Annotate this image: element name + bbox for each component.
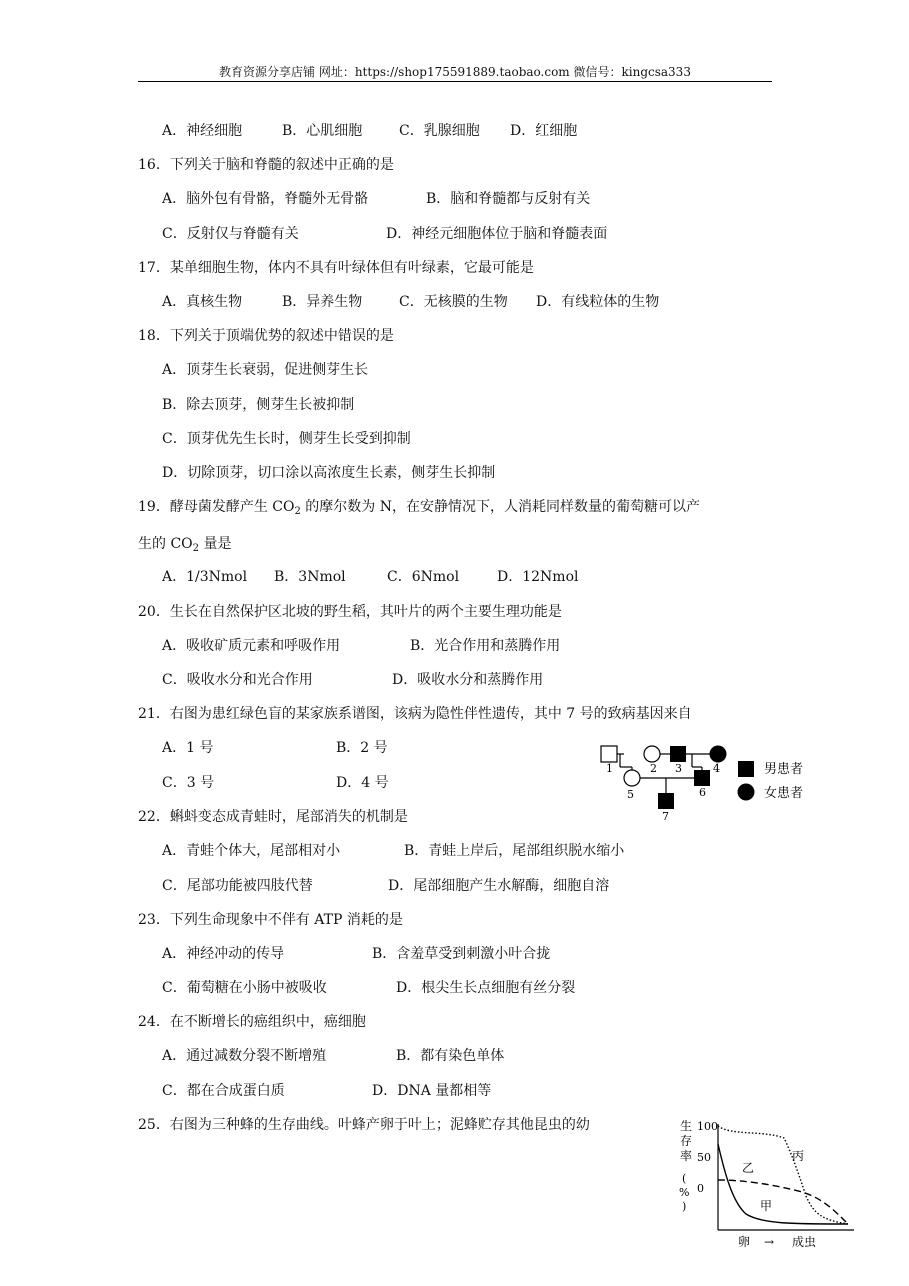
curve-label-jia: 甲	[760, 1199, 773, 1213]
q22-option-a: A．青蛙个体大，尾部相对小	[162, 843, 341, 859]
q19-stem-line1	[138, 498, 700, 516]
q16-stem: 16．下列关于脑和脊髓的叙述中正确的是	[138, 157, 394, 173]
q24-stem: 24．在不断增长的癌组织中，癌细胞	[138, 1014, 366, 1030]
pedigree-label-4: 4	[713, 762, 720, 775]
q24-option-d: D．DNA 量都相等	[372, 1083, 492, 1099]
q21-option-b: B．2 号	[336, 740, 388, 756]
x-label-arrow: →	[764, 1235, 775, 1249]
q19-stem-text: 的摩尔数为 N，在安静情况下，人消耗同样数量的葡萄糖可以产	[300, 499, 700, 515]
q17-option-d: D．有线粒体的生物	[536, 294, 660, 310]
q17-option-a: A．真核生物	[162, 294, 243, 310]
q19-option-d: D．12Nmol	[497, 569, 579, 585]
q19-option-a: A．1/3Nmol	[162, 569, 248, 585]
q19-stem-line2	[138, 535, 231, 553]
legend-male-swatch	[738, 761, 754, 777]
y-tick-label: 0	[697, 1182, 704, 1195]
q15-option-d: D．红细胞	[510, 123, 578, 139]
pedigree-label-3: 3	[675, 762, 682, 775]
q16-option-b: B．脑和脊髓都与反射有关	[426, 191, 591, 207]
q19-subscript: 2	[192, 543, 200, 554]
legend-female-swatch	[738, 784, 755, 801]
x-label-end: 成虫	[792, 1235, 817, 1249]
y-label-char: 率	[680, 1149, 693, 1163]
q20-option-b: B．光合作用和蒸腾作用	[410, 638, 561, 654]
q23-option-b: B．含羞草受到刺激小叶合拢	[372, 946, 551, 962]
q23-option-c: C．葡萄糖在小肠中被吸收	[162, 980, 327, 996]
header-divider	[138, 81, 772, 82]
q20-option-d: D．吸收水分和蒸腾作用	[392, 672, 544, 688]
q20-option-a: A．吸收矿质元素和呼吸作用	[162, 638, 341, 654]
curve-bing	[718, 1126, 848, 1224]
q16-option-d: D．神经元细胞体位于脑和脊髓表面	[386, 226, 608, 242]
q21-option-d: D．4 号	[336, 775, 389, 791]
q23-option-d: D．根尖生长点细胞有丝分裂	[396, 980, 576, 996]
curve-label-bing: 丙	[792, 1149, 805, 1163]
pedigree-label-1: 1	[606, 762, 613, 775]
q23-option-a: A．神经冲动的传导	[162, 946, 285, 962]
y-label-char: 生	[680, 1119, 693, 1133]
pedigree-affected-female-4	[710, 746, 727, 763]
q20-stem: 20．生长在自然保护区北坡的野生稻，其叶片的两个主要生理功能是	[138, 604, 562, 620]
curve-label-yi: 乙	[742, 1161, 755, 1175]
q19-option-c: C．6Nmol	[387, 569, 460, 585]
q16-option-c: C．反射仅与脊髓有关	[162, 226, 299, 242]
q18-option-d: D．切除顶芽，切口涂以高浓度生长素，侧芽生长抑制	[162, 465, 496, 481]
pedigree-female-2	[644, 746, 660, 762]
legend-male-label: 男患者	[764, 762, 804, 777]
q18-option-a: A．顶芽生长衰弱，促进侧芽生长	[162, 362, 369, 378]
pedigree-affected-male-6	[694, 770, 710, 786]
q25-stem: 25．右图为三种蜂的生存曲线。叶蜂产卵于叶上；泥蜂贮存其他昆虫的幼	[138, 1117, 590, 1133]
q15-option-c: C．乳腺细胞	[399, 123, 480, 139]
x-label-start: 卵	[738, 1235, 751, 1249]
q17-option-b: B．异养生物	[282, 294, 363, 310]
pedigree-label-2: 2	[650, 762, 657, 775]
q19-stem-text: 生的 CO	[138, 536, 193, 552]
pedigree-affected-male-7	[658, 793, 674, 809]
q18-stem: 18．下列关于顶端优势的叙述中错误的是	[138, 328, 394, 344]
y-unit-char: %	[679, 1186, 690, 1199]
q21-stem: 21．右图为患红绿色盲的某家族系谱图，该病为隐性伴性遗传，其中 7 号的致病基因来自	[138, 706, 692, 722]
y-unit-char: )	[682, 1200, 687, 1213]
q18-option-c: C．顶芽优先生长时，侧芽生长受到抑制	[162, 431, 411, 447]
q22-option-c: C．尾部功能被四肢代替	[162, 878, 313, 894]
y-unit-char: (	[682, 1172, 687, 1185]
curve-jia	[718, 1144, 848, 1224]
pedigree-label-5: 5	[627, 788, 634, 801]
q18-option-b: B．除去顶芽，侧芽生长被抑制	[162, 397, 355, 413]
y-tick-label: 100	[697, 1120, 718, 1133]
q20-option-c: C．吸收水分和光合作用	[162, 672, 313, 688]
q19-stem-text: 19．酵母菌发酵产生 CO	[138, 499, 295, 515]
page-header: 教育资源分享店铺 网址：https://shop175591889.taobao.com 微信号：kingcsa333	[219, 65, 691, 79]
y-tick-label: 50	[697, 1151, 711, 1164]
q19-stem-text: 量是	[199, 536, 232, 552]
q23-stem: 23．下列生命现象中不伴有 ATP 消耗的是	[138, 912, 403, 928]
pedigree-male-1	[601, 746, 617, 762]
y-label-char: 存	[680, 1134, 693, 1148]
q16-option-a: A．脑外包有骨骼，脊髓外无骨骼	[162, 191, 369, 207]
q15-option-b: B．心肌细胞	[282, 123, 363, 139]
q24-option-b: B．都有染色单体	[396, 1048, 505, 1064]
pedigree-diagram	[596, 740, 816, 826]
q15-option-a: A．神经细胞	[162, 123, 243, 139]
q24-option-a: A．通过减数分裂不断增殖	[162, 1048, 327, 1064]
pedigree-female-5	[624, 770, 640, 786]
pedigree-label-6: 6	[699, 786, 706, 799]
q17-stem: 17．某单细胞生物，体内不具有叶绿体但有叶绿素，它最可能是	[138, 260, 534, 276]
q21-option-a: A．1 号	[162, 740, 214, 756]
q19-subscript: 2	[294, 506, 301, 517]
q24-option-c: C．都在合成蛋白质	[162, 1083, 285, 1099]
pedigree-affected-male-3	[670, 746, 686, 762]
q17-option-c: C．无核膜的生物	[399, 294, 508, 310]
pedigree-label-7: 7	[662, 810, 669, 823]
q22-stem: 22．蝌蚪变态成青蛙时，尾部消失的机制是	[138, 809, 408, 825]
legend-female-label: 女患者	[764, 786, 804, 801]
q22-option-d: D．尾部细胞产生水解酶，细胞自溶	[388, 878, 610, 894]
survival-curve-figure	[672, 1114, 862, 1250]
q21-option-c: C．3 号	[162, 775, 215, 791]
q22-option-b: B．青蛙上岸后，尾部组织脱水缩小	[404, 843, 625, 859]
q19-option-b: B．3Nmol	[274, 569, 346, 585]
